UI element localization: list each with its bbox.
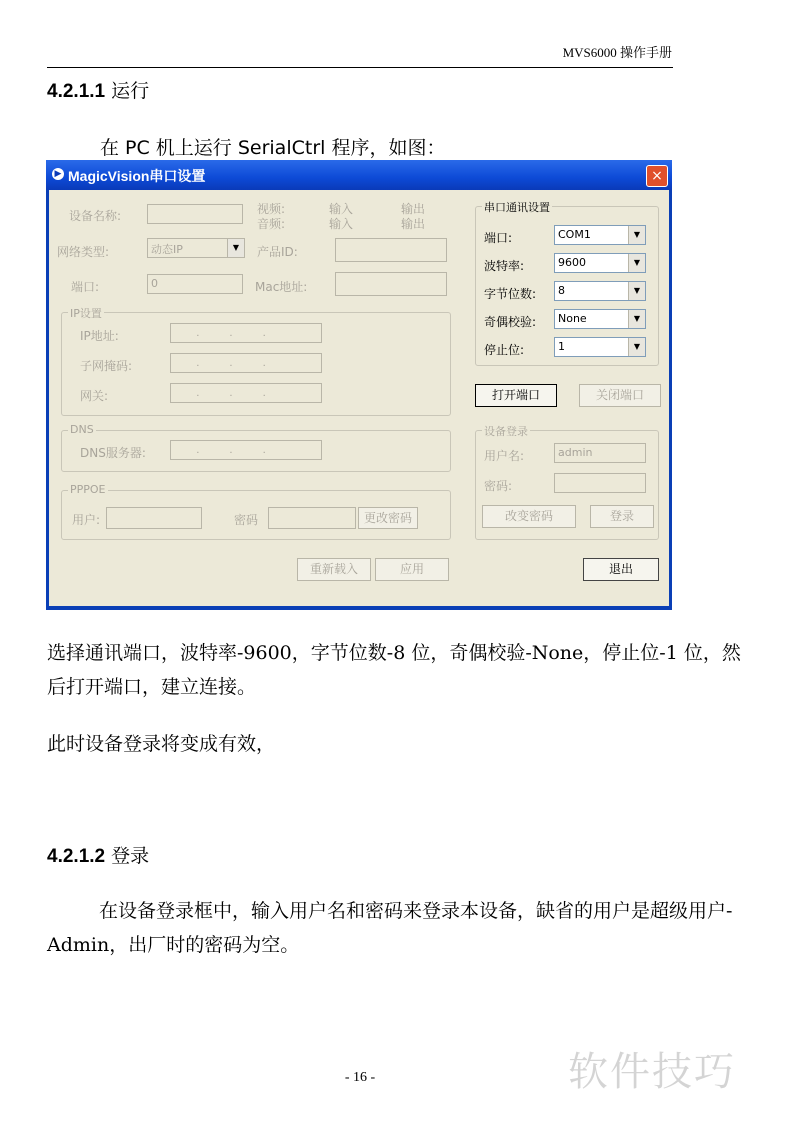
port-label: 端口: <box>71 280 100 294</box>
dns-server-label: DNS服务器: <box>80 446 146 460</box>
pppoe-group <box>61 483 451 540</box>
serial-settings-group <box>475 201 659 366</box>
change-password-button[interactable]: 改变密码 <box>482 505 576 528</box>
section-heading-run <box>47 76 149 103</box>
audio-input-label: 输入 <box>329 217 354 231</box>
apply-button[interactable]: 应用 <box>375 558 449 581</box>
video-input-label: 输入 <box>329 202 354 216</box>
dns-group <box>61 423 451 472</box>
subnet-mask-field: ... <box>170 353 322 373</box>
serial-port-value: COM1 <box>558 228 591 241</box>
serial-settings-dialog <box>46 160 672 610</box>
net-type-value: 动态IP <box>151 243 183 256</box>
mac-label: Mac地址: <box>255 280 308 294</box>
pppoe-user-label: 用户: <box>72 513 101 527</box>
gateway-field: ... <box>170 383 322 403</box>
login-group-title: 设备登录 <box>484 425 528 438</box>
pppoe-user-field <box>106 507 202 529</box>
section-title: 登录 <box>111 845 150 867</box>
port-field: 0 <box>147 274 243 294</box>
product-id-field <box>335 238 447 262</box>
password-label: 密码: <box>484 479 513 493</box>
watermark: 软件技巧 <box>568 1049 736 1095</box>
app-icon: ▶ <box>52 168 64 180</box>
para-serial-settings: 选择通讯端口，波特率-9600，字节位数-8 位，奇偶校验-None，停止位-1 位，然后打开端口，建立连接。 <box>47 642 741 698</box>
parity-value: None <box>558 312 587 325</box>
dns-group-title: DNS <box>70 423 94 436</box>
change-pppoe-password-button[interactable]: 更改密码 <box>358 507 418 529</box>
gateway-label: 网关: <box>80 389 109 403</box>
username-field[interactable]: admin <box>554 443 646 463</box>
section-heading-login <box>47 841 149 868</box>
dns-server-field: ... <box>170 440 322 460</box>
stop-bits-label: 停止位: <box>484 343 525 357</box>
chevron-down-icon: ▼ <box>628 254 645 272</box>
chevron-down-icon: ▼ <box>628 282 645 300</box>
pppoe-group-title: PPPOE <box>70 483 106 496</box>
parity-select[interactable] <box>554 309 646 329</box>
para-login-instructions: 在设备登录框中，输入用户名和密码来登录本设备，缺省的用户是超级用户- Admin，出厂时的密码为空。 <box>47 900 733 956</box>
reload-button[interactable]: 重新载入 <box>297 558 371 581</box>
section-number: 4.2.1.2 <box>47 846 106 867</box>
ip-address-label: IP地址: <box>80 329 119 343</box>
subnet-mask-label: 子网掩码: <box>80 359 133 373</box>
video-label: 视频: <box>257 202 286 216</box>
device-name-label: 设备名称: <box>69 209 122 223</box>
device-name-field <box>147 204 243 224</box>
data-bits-value: 8 <box>558 284 565 297</box>
dialog-titlebar[interactable] <box>46 160 672 190</box>
password-field[interactable] <box>554 473 646 493</box>
stop-bits-select[interactable] <box>554 337 646 357</box>
header-rule <box>47 67 673 68</box>
audio-output-label: 输出 <box>401 217 426 231</box>
parity-label: 奇偶校验: <box>484 315 537 329</box>
para-login-enabled: 此时设备登录将变成有效， <box>47 733 276 755</box>
intro-text: 在 PC 机上运行 SerialCtrl 程序，如图： <box>100 137 446 159</box>
login-button[interactable]: 登录 <box>590 505 654 528</box>
video-output-label: 输出 <box>401 202 426 216</box>
chevron-down-icon: ▼ <box>227 239 244 257</box>
ip-group-title: IP设置 <box>70 307 102 320</box>
running-header: MVS6000 操作手册 <box>562 45 672 60</box>
baud-rate-select[interactable] <box>554 253 646 273</box>
dialog-client <box>49 190 669 606</box>
serial-port-label: 端口: <box>484 231 513 245</box>
exit-button[interactable]: 退出 <box>583 558 659 581</box>
ip-address-field: ... <box>170 323 322 343</box>
net-type-select <box>147 238 245 258</box>
chevron-down-icon: ▼ <box>628 338 645 356</box>
chevron-down-icon: ▼ <box>628 310 645 328</box>
baud-rate-label: 波特率: <box>484 259 525 273</box>
data-bits-select[interactable] <box>554 281 646 301</box>
audio-label: 音频: <box>257 217 286 231</box>
dialog-title: MagicVision串口设置 <box>68 168 206 184</box>
net-type-label: 网络类型: <box>57 245 110 259</box>
close-port-button[interactable]: 关闭端口 <box>579 384 661 407</box>
username-label: 用户名: <box>484 449 525 463</box>
ip-settings-group <box>61 307 451 416</box>
product-id-label: 产品ID: <box>257 245 298 259</box>
open-port-button[interactable]: 打开端口 <box>475 384 557 407</box>
section-number: 4.2.1.1 <box>47 81 106 102</box>
chevron-down-icon: ▼ <box>628 226 645 244</box>
serial-port-select[interactable] <box>554 225 646 245</box>
baud-rate-value: 9600 <box>558 256 586 269</box>
close-button[interactable]: × <box>646 165 668 187</box>
serial-group-title: 串口通讯设置 <box>484 201 550 214</box>
pppoe-password-field <box>268 507 356 529</box>
page-number: - 16 - <box>344 1070 376 1085</box>
section-title: 运行 <box>111 80 150 102</box>
mac-field <box>335 272 447 296</box>
data-bits-label: 字节位数: <box>484 287 537 301</box>
device-login-group <box>475 425 659 540</box>
pppoe-password-label: 密码 <box>234 513 259 527</box>
stop-bits-value: 1 <box>558 340 565 353</box>
